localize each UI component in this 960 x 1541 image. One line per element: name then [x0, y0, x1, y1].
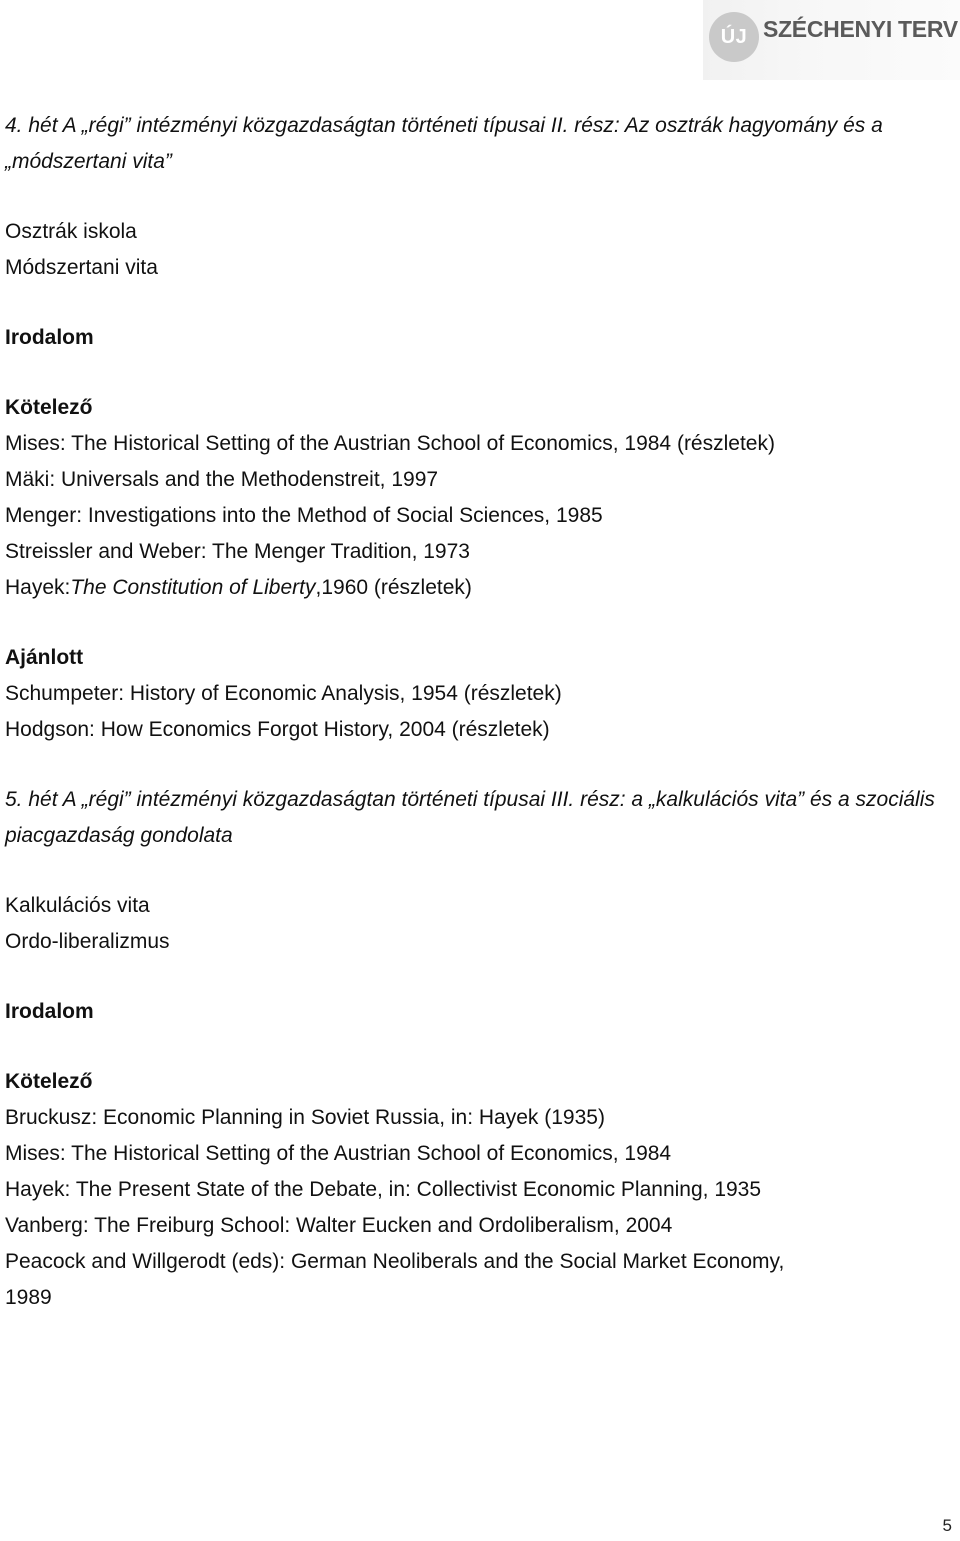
week4-recommended-item: Hodgson: How Economics Forgot History, 2004 (részletek): [5, 718, 550, 741]
hayek-year: ,1960 (részletek): [315, 576, 472, 599]
week5-literature-heading: Irodalom: [5, 1000, 94, 1023]
week5-required-item: Vanberg: The Freiburg School: Walter Eucken and Ordoliberalism, 2004: [5, 1214, 673, 1237]
week5-required-heading: Kötelező: [5, 1070, 93, 1093]
week5-required-item: Hayek: The Present State of the Debate, in: Collectivist Economic Planning, 1935: [5, 1178, 762, 1201]
week4-topic: Módszertani vita: [5, 256, 158, 279]
hayek-author: Hayek:: [5, 576, 71, 599]
week4-required-item: Menger: Investigations into the Method of Social Sciences, 1985: [5, 504, 603, 527]
document-body: [5, 108, 935, 1316]
uj-circle-icon: [709, 12, 759, 62]
week5-topic: Ordo-liberalizmus: [5, 930, 170, 953]
week5-required-item: Peacock and Willgerodt (eds): German Neoliberals and the Social Market Economy,: [5, 1250, 785, 1273]
week4-required-item: Streissler and Weber: The Menger Tradition, 1973: [5, 540, 470, 563]
szechenyi-terv-logo: [703, 0, 960, 80]
week4-required-item: Mäki: Universals and the Methodenstreit, 1997: [5, 468, 439, 491]
week4-topic: Osztrák iskola: [5, 220, 137, 243]
week5-required-item: 1989: [5, 1286, 52, 1309]
week4-recommended-item: Schumpeter: History of Economic Analysis, 1954 (részletek): [5, 682, 562, 705]
logo-uj-text: ÚJ: [720, 26, 748, 48]
logo-wordmark: SZÉCHENYI TERV: [763, 16, 958, 42]
week4-required-item-hayek: [5, 570, 935, 606]
page-number: 5: [942, 1516, 952, 1535]
week4-literature-heading: Irodalom: [5, 326, 94, 349]
week4-required-heading: Kötelező: [5, 396, 93, 419]
week4-title: 4. hét A „régi” intézményi közgazdaságtan történeti típusai II. rész: Az osztrák hagyomány és a „módszertani vita”: [5, 114, 883, 173]
hayek-book-title: The Constitution of Liberty: [70, 576, 316, 599]
week4-recommended-heading: Ajánlott: [5, 646, 84, 669]
week5-required-item: Bruckusz: Economic Planning in Soviet Russia, in: Hayek (1935): [5, 1106, 605, 1129]
week4-required-item: Mises: The Historical Setting of the Austrian School of Economics, 1984 (részletek): [5, 432, 775, 455]
week5-required-item: Mises: The Historical Setting of the Austrian School of Economics, 1984: [5, 1142, 672, 1165]
week5-topic: Kalkulációs vita: [5, 894, 150, 917]
week5-title: 5. hét A „régi” intézményi közgazdaságtan történeti típusai III. rész: a „kalkulációs vita” és a szociális piacgazdaság gondolata: [5, 788, 935, 847]
